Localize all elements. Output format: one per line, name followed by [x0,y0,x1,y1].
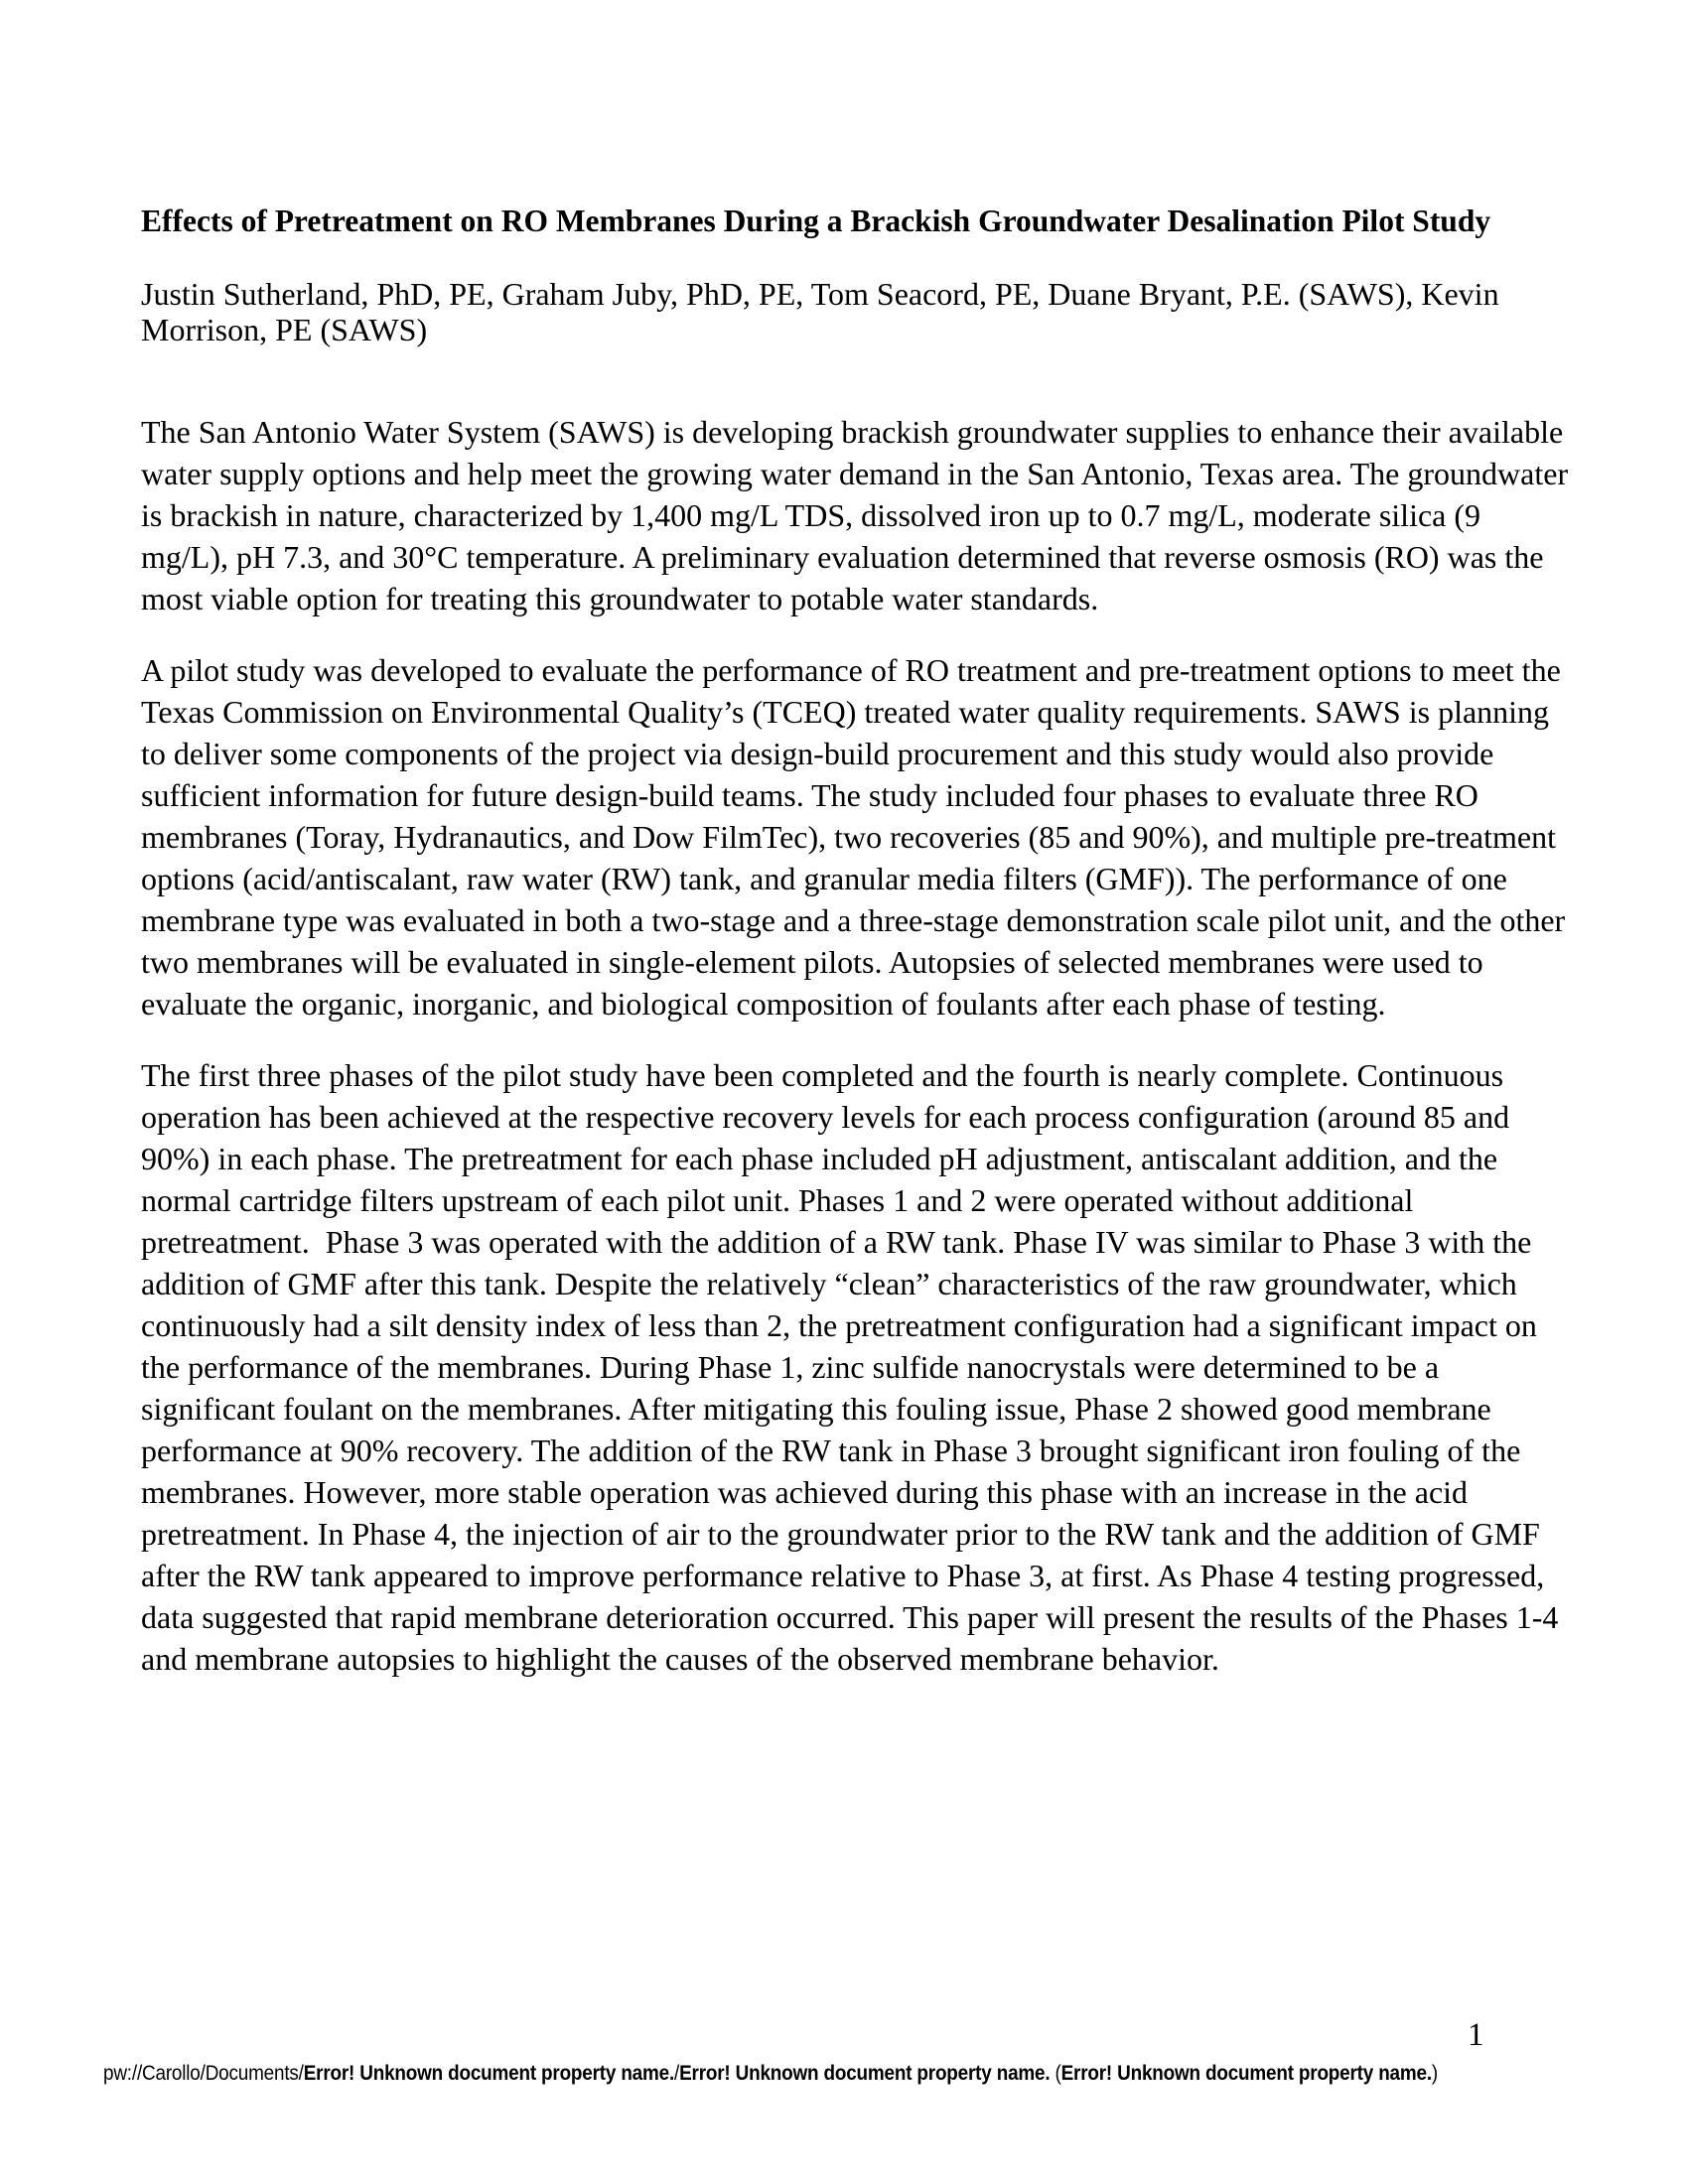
footer-path-segment: / [674,2062,680,2085]
abstract-paragraph-1: The San Antonio Water System (SAWS) is developing brackish groundwater supplies to enhance their available water supply options and help meet the growing water demand in the San Antonio, Texas area. The groundwater is brackish in nature, characterized by 1,400 mg/L TDS, dissolved iron up to 0.7 mg/L, moderate silica (9 mg/L), pH 7.3, and 30°C temperature. A preliminary evaluation determined that reverse osmosis (RO) was the most viable option for treating this groundwater to potable water standards. [141,414,1577,616]
document-body [141,204,1577,1709]
document-title: Effects of Pretreatment on RO Membranes During a Brackish Groundwater Desalination Pilot Study [141,204,1491,238]
footer-error-segment: Error! Unknown document property name. [679,2062,1051,2085]
abstract-paragraph-2: A pilot study was developed to evaluate the performance of RO treatment and pre-treatment options to meet the Texas Commission on Environmental Quality’s (TCEQ) treated water quality requirements. SAWS is planning to deliver some components of the project via design-build procurement and this study would also provide sufficient information for future design-build teams. The study included four phases to evaluate three RO membranes (Toray, Hydranautics, and Dow FilmTec), two recoveries (85 and 90%), and multiple pre-treatment options (acid/antiscalant, raw water (RW) tank, and granular media filters (GMF)). The performance of one membrane type was evaluated in both a two-stage and a three-stage demonstration scale pilot unit, and the other two membranes will be evaluated in single-element pilots. Autopsies of selected membranes were used to evaluate the organic, inorganic, and biological composition of foulants after each phase of testing. [141,652,1574,1022]
abstract-paragraph-3: The first three phases of the pilot study have been completed and the fourth is nearly complete. Continuous operation has been achieved at the respective recovery levels for each process configuration (around 85 and 90%) in each phase. The pretreatment for each phase included pH adjustment, antiscalant addition, and the normal cartridge filters upstream of each pilot unit. Phases 1 and 2 were operated without additional pretreatment. Phase 3 was operated with the addition of a RW tank. Phase IV was similar to Phase 3 with the addition of GMF after this tank. Despite the relatively “clean” characteristics of the raw groundwater, which continuously had a silt density index of less than 2, the pretreatment configuration had a significant impact on the performance of the membranes. During Phase 1, zinc sulfide nanocrystals were determined to be a significant foulant on the membranes. After mitigating this fouling issue, Phase 2 showed good membrane performance at 90% recovery. The addition of the RW tank in Phase 3 brought significant iron fouling of the membranes. However, more stable operation was achieved during this phase with an increase in the acid pretreatment. In Phase 4, the injection of air to the groundwater prior to the RW tank and the addition of GMF after the RW tank appeared to improve performance relative to Phase 3, at first. As Phase 4 testing progressed, data suggested that rapid membrane deterioration occurred. This paper will present the results of the Phases 1-4 and membrane autopsies to highlight the causes of the observed membrane behavior. [141,1057,1567,1677]
footer-error-segment: Error! Unknown document property name. [303,2062,675,2085]
footer-document-path [103,2061,1438,2087]
footer-path-segment: pw://Carollo/Documents/ [103,2062,304,2085]
footer-path-segment: ) [1431,2062,1439,2085]
footer-path-segment: ( [1050,2062,1061,2085]
footer-error-segment: Error! Unknown document property name. [1060,2062,1432,2085]
page-number: 1 [1468,2017,1484,2053]
author-line: Justin Sutherland, PhD, PE, Graham Juby, PhD, PE, Tom Seacord, PE, Duane Bryant, P.E. (SAWS), Kevin Morrison, PE (SAWS) [141,276,1499,347]
